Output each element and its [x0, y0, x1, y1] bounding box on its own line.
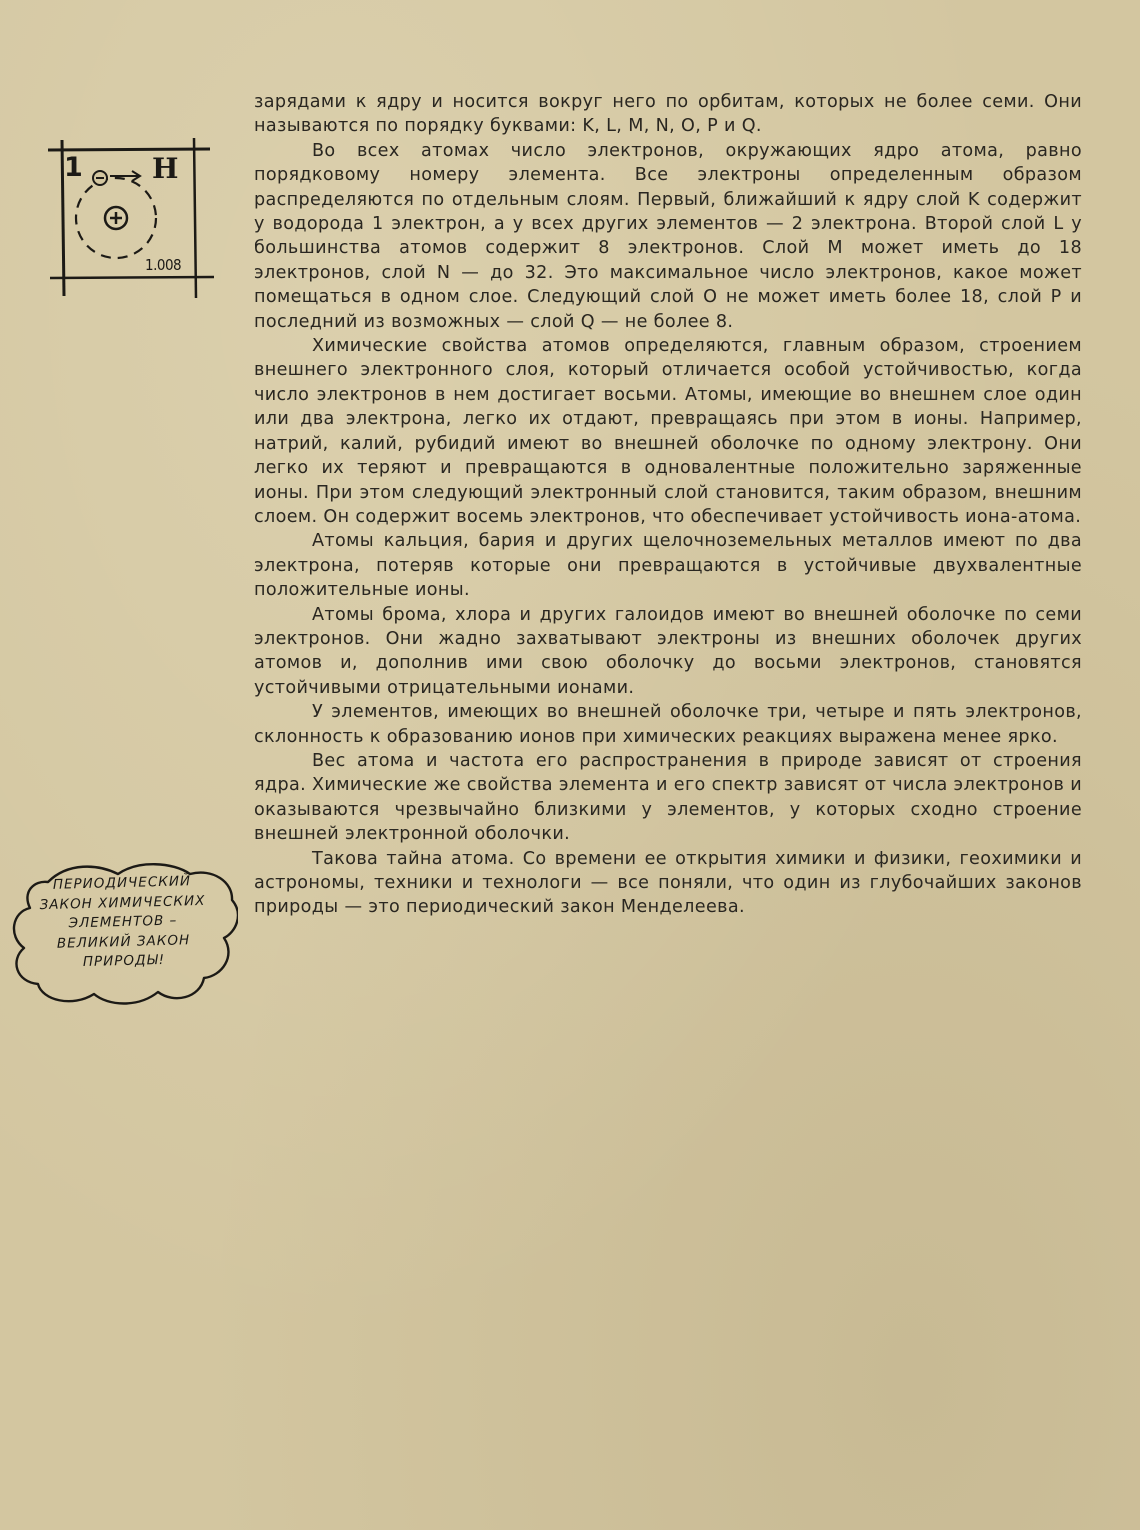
paragraph-3: Химические свойства атомов определяются, главным образом, строением внешнего электронного слоя, который отличается особой устойчивостью, когда число электронов в нем достигает восьми. Атомы, имеющие во внешнем слое один или два электрона, легко их отдают, превращаясь при этом в ионы. Например, натрий, калий, рубидий имеют во внешней оболочке по одному электрону. Они легко их теряют и превращаются в одновалентные положительно заряженные ионы. При этом следующий электронный слой становится, таким образом, внешним слоем. Он содержит восемь электронов, что обеспечивает устойчивость иона-атома. [254, 336, 1082, 527]
cloud-note-text [7, 871, 239, 974]
hydrogen-element-cell [48, 138, 218, 298]
periodic-law-cloud-note [8, 852, 238, 1012]
element-symbol: H [152, 152, 179, 185]
cloud-line-4: ВЕЛИКИЙ ЗАКОН [56, 931, 191, 952]
cloud-line-1: ПЕРИОДИЧЕСКИЙ [52, 873, 192, 893]
main-text [254, 90, 1082, 920]
cloud-line-5: ПРИРОДЫ! [82, 951, 166, 971]
atomic-mass: 1.008 [145, 256, 182, 274]
paragraph-7: Вес атома и частота его распространения в природе зависят от строения ядра. Химические же свойства элемента и его спектр зависят от числа электронов и оказываются чрезвычайно близкими у элементов, у которых сходно строение внешней электронной оболочки. [254, 750, 1082, 845]
paragraph-6: У элементов, имеющих во внешней оболочке три, четыре и пять электронов, склонность к образованию ионов при химических реакциях выражена менее ярко. [254, 702, 1082, 747]
cloud-line-2: ЗАКОН ХИМИЧЕСКИХ [39, 892, 206, 913]
paragraph-2: Во всех атомах число электронов, окружающих ядро атома, равно порядковому номеру элемента. Все электроны определенным образом распределяются по отдельным слоям. Первый, ближайший к ядру слой K содержит у водорода 1 электрон, а у всех других элементов — 2 электрона. Второй слой L у большинства атомов содержит 8 электронов. Слой M может иметь до 18 электронов, слой N — до 32. Это максимальное число электронов, какое может помещаться в одном слое. Следующий слой O не может иметь более 18, слой P и последний из возможных — слой Q — не более 8. [254, 140, 1082, 332]
element-number: 1 [64, 152, 83, 183]
paragraph-4: Атомы кальция, бария и других щелочноземельных металлов имеют по два электрона, потеряв которые они превращаются в устойчивые двухвалентные положительные ионы. [254, 531, 1082, 601]
cloud-line-3: ЭЛЕМЕНТОВ – [68, 912, 178, 932]
paragraph-1: зарядами к ядру и носится вокруг него по орбитам, которых не более семи. Они называются по порядку буквами: K, L, M, N, O, P и Q. [254, 92, 1082, 137]
paragraph-8: Такова тайна атома. Со времени ее открытия химики и физики, геохимики и астрономы, техники и технологи — все поняли, что один из глубочайших законов природы — это периодический закон Менделеева. [254, 848, 1082, 918]
paragraph-5: Атомы брома, хлора и других галоидов имеют во внешней оболочке по семи электронов. Они жадно захватывают электроны из внешних оболочек других атомов и, дополнив ими свою оболочку до восьми электронов, становятся устойчивыми отрицательными ионами. [254, 604, 1082, 698]
